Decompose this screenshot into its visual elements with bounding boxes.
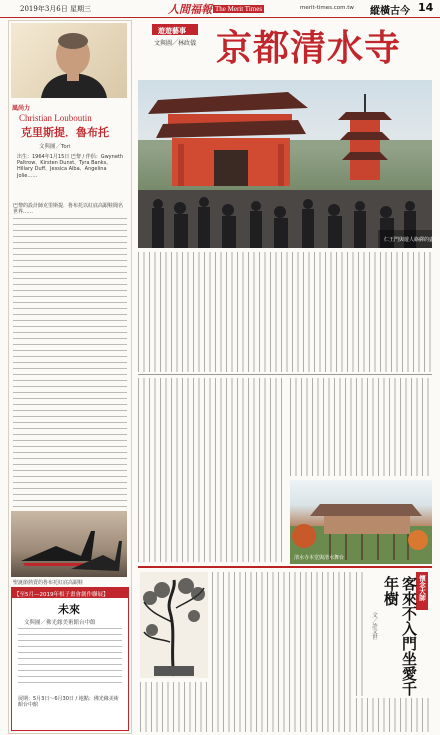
main-article-lower [138, 378, 286, 562]
exhibition-byline: 文與圖／佛光緣美術館台中館 [24, 620, 96, 626]
ink-drawing [140, 572, 208, 678]
main-byline: 文與圖／林政儀 [154, 40, 197, 47]
designer-info: 出生：1964年1月15日 巴黎 / 伴侶：Gwyneth Paltrow、Kirsten Dunst、Tyra Banks、Hillary Duff、Jessica Alba、Angelina Jolie…… [17, 154, 124, 179]
header-url: merit-times.com.tw [300, 5, 354, 11]
shoe-illustration [11, 511, 127, 577]
shoe-photo-caption: 聖誕節熱賣的魯布托紅底高跟鞋 [13, 580, 84, 586]
bottom-article-left [140, 682, 208, 732]
bottom-article-middle [212, 572, 352, 732]
bottom-kicker-text: 懷念大師 [418, 575, 426, 601]
tree-sketch [140, 572, 208, 678]
tier-divider [138, 374, 432, 375]
header-bar [0, 0, 440, 18]
left-article-body [13, 218, 127, 508]
column-tag: 風尚力 [12, 105, 31, 112]
bottom-headline: 客來不入門坐愛千年樹 [382, 576, 418, 696]
main-headline: 京都清水寺 [216, 27, 402, 69]
designer-name-chinese: 克里斯提．魯布托 [21, 126, 109, 139]
bottom-right-article [356, 572, 432, 732]
masthead-logo: 人間福報 [168, 3, 212, 16]
kicker-box [152, 24, 198, 35]
main-article-right-tier [290, 378, 432, 476]
kicker-text: 遊遊藝事 [158, 26, 186, 35]
left-article-start: 巴黎的設計師克里斯提．魯布托以紅底高跟鞋聞名世界…… [13, 203, 124, 216]
bottom-divider [138, 566, 432, 568]
page-number: 14 [418, 1, 434, 14]
exhibition-bar [12, 588, 128, 598]
temple-illustration [138, 80, 432, 248]
bottom-right-text-col [356, 572, 366, 696]
bottom-right-text [356, 698, 432, 732]
portrait-figure [11, 23, 127, 98]
stage-illustration [290, 480, 432, 564]
shoe-photo [11, 511, 127, 577]
section-name: 縱橫古今 [370, 6, 410, 17]
exhibition-bar-text: 【至5月—2019年根子畫會創作聯展】 [14, 591, 109, 598]
stage-photo-caption: 清水寺本堂與清水舞台 [294, 555, 345, 561]
left-byline: 文與圖／Tori [39, 144, 71, 150]
masthead-logo-english: The Merit Times [215, 5, 263, 13]
exhibition-info: 展期：5月3日～6月30日 / 地點：佛光緣美術館台中館 [18, 696, 119, 709]
header-date: 2019年3月6日 星期三 [20, 5, 91, 13]
exhibition-box [11, 587, 129, 731]
temple-photo [138, 80, 440, 248]
temple-photo-caption: 仁王門與遊人絡繹的盛況 [384, 237, 440, 243]
temple-stage-photo [290, 480, 432, 564]
main-article-upper [138, 252, 432, 372]
exhibition-text [18, 628, 122, 688]
exhibition-title: 未來 [58, 603, 80, 616]
main-title-area [136, 20, 434, 78]
designer-portrait [11, 23, 127, 98]
designer-name-english: Christian Louboutin [19, 113, 92, 123]
bottom-byline: 文／許文世 [371, 612, 377, 640]
left-column [8, 20, 132, 734]
